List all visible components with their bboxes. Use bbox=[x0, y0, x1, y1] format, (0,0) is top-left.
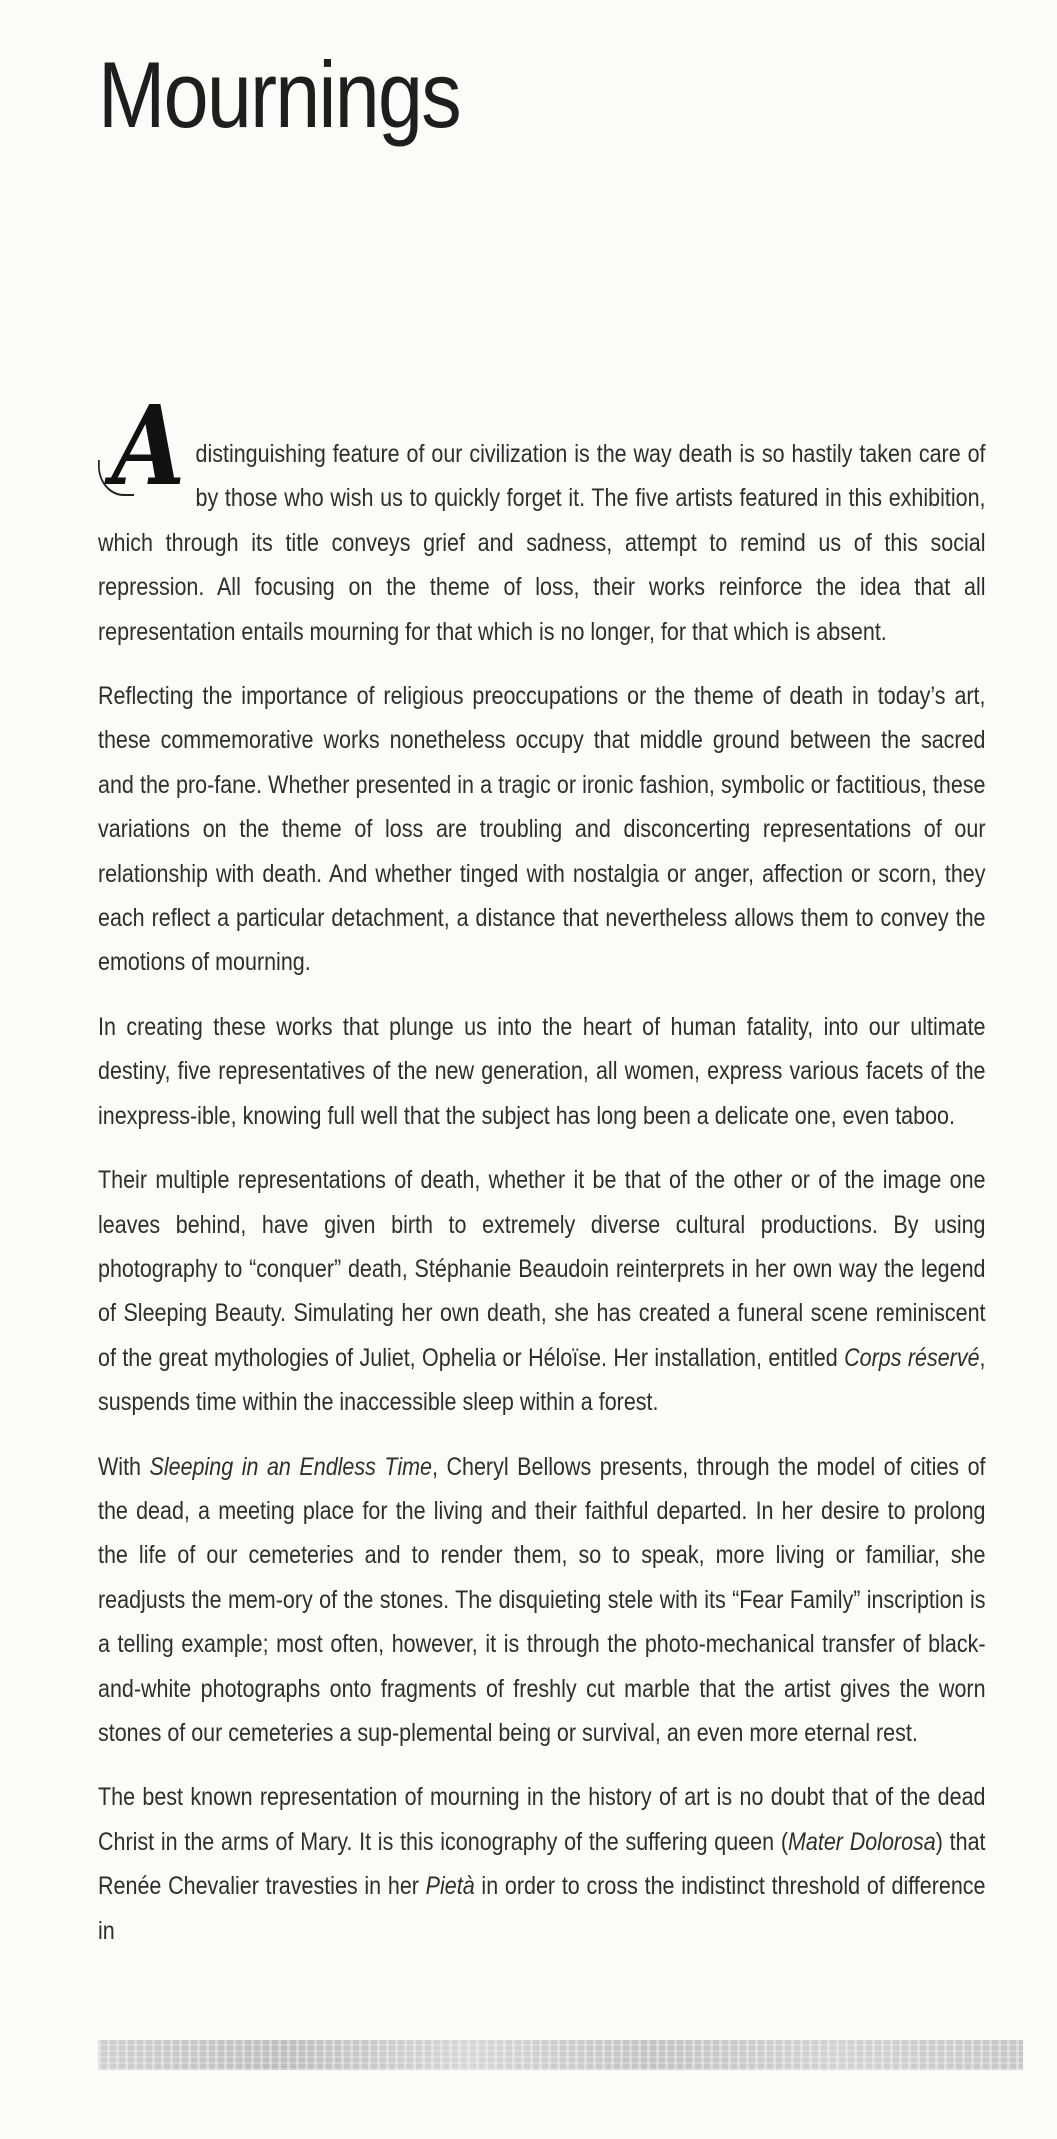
drop-cap-flourish bbox=[98, 460, 134, 496]
paragraph-text: The best known representation of mourning in the history of art is no doubt that of the dead Christ in the arms of Mary. It is this iconography of the suffering queen ( bbox=[98, 1783, 986, 1856]
paragraph-text: Their multiple representations of death, whether it be that of the other or of the image one leaves behind, have given birth to extremely diverse cultural productions. By using photography to “conquer” death, Stéphanie Beaudoin reinterprets in her own way the legend of Sleeping Beauty. Simulating her own death, she has created a funeral scene reminiscent of the great mythologies of Juliet, Ophelia or Héloïse. Her installation, entitled bbox=[98, 1166, 986, 1372]
paragraph bbox=[98, 1005, 986, 1138]
artwork-title: Corps réservé bbox=[844, 1343, 980, 1372]
paragraph-text: With bbox=[98, 1452, 150, 1481]
paragraph-text: ) that Renée Chevalier travesties in her bbox=[98, 1827, 986, 1901]
paragraph-text: in order to cross the indistinct threshold of difference in bbox=[98, 1872, 986, 1945]
paragraph bbox=[98, 674, 986, 985]
paragraph-text: distinguishing feature of our civilization is the way death is so hastily taken care of by those who wish us to quickly forget it. The five artists featured in this exhibition, which through its title conveys grief and sadness, attempt to remind us of this social repression. All focusing on the theme of loss, their works reinforce the idea that all representation entails mourning for that which is no longer, for that which is absent. bbox=[98, 440, 986, 646]
artwork-title: Mater Dolorosa bbox=[787, 1827, 936, 1856]
paragraph bbox=[98, 1158, 986, 1424]
artwork-title: Pietà bbox=[425, 1872, 475, 1901]
footer-texture-band bbox=[98, 2040, 1023, 2070]
drop-cap: A bbox=[112, 402, 185, 490]
paragraph-text: , Cheryl Bellows presents, through the model of cities of the dead, a meeting place for the living and their faithful departed. In her desire to prolong the life of our cemeteries and to render them, so to speak, more living or familiar, she readjusts the mem-ory of the stones. The disquieting stele with its “Fear Family” inscription is a telling example; most often, however, it is through the photo-mechanical transfer of black-and-white photographs onto fragments of freshly cut marble that the artist gives the worn stones of our cemeteries a sup-plemental being or survival, an even more eternal rest. bbox=[98, 1452, 986, 1747]
paragraph bbox=[98, 1775, 986, 1953]
paragraph-text: In creating these works that plunge us into the heart of human fatality, into our ultimate destiny, five representatives of the new generation, all women, express various facets of the inexpress-ible, knowing full well that the subject has long been a delicate one, even taboo. bbox=[98, 1012, 986, 1130]
paragraph bbox=[98, 1445, 986, 1756]
paragraph bbox=[98, 381, 986, 654]
paragraph-text: Reflecting the importance of religious preoccupations or the theme of death in today’s art, these commemorative works nonetheless occupy that middle ground between the sacred and the pro-fane. Whether presented in a tragic or ironic fashion, symbolic or factitious, these variations on the theme of loss are troubling and disconcerting representations of our relationship with death. And whether tinged with nostalgia or anger, affection or scorn, they each reflect a particular detachment, a distance that nevertheless allows them to convey the emotions of mourning. bbox=[98, 682, 986, 977]
artwork-title: Sleeping in an Endless Time bbox=[149, 1452, 433, 1481]
page-title: Mournings bbox=[98, 42, 460, 147]
paragraph-text: , suspends time within the inaccessible sleep within a forest. bbox=[98, 1343, 986, 1417]
article-body bbox=[98, 381, 986, 1973]
